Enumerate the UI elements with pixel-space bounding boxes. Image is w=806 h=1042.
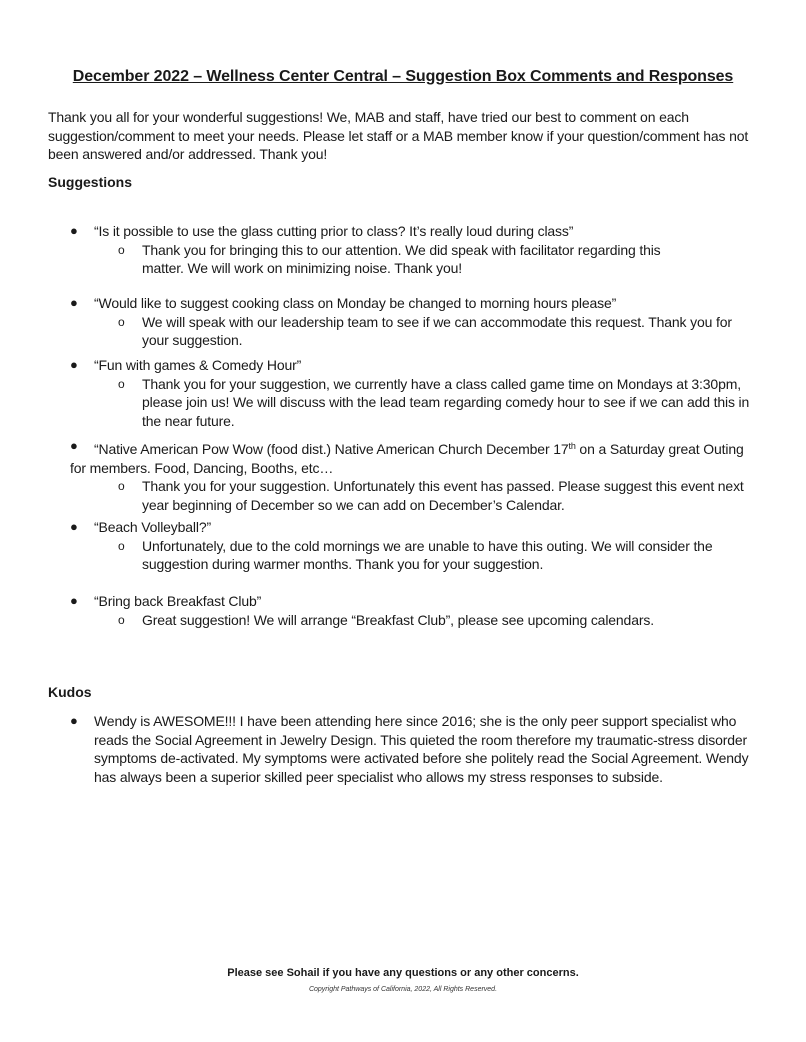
suggestion-quote: “Beach Volleyball?”	[94, 519, 211, 535]
suggestion-quote: “Bring back Breakfast Club”	[94, 593, 262, 609]
sub-bullet-icon: o	[118, 376, 125, 391]
response-text: Unfortunately, due to the cold mornings we are unable to have this outing. We will consider the suggestion during warmer months. Thank you for your suggestion.	[142, 537, 713, 572]
bullet-icon: ●	[70, 519, 78, 534]
bullet-icon: ●	[70, 357, 78, 372]
suggestions-heading: Suggestions	[48, 174, 133, 190]
sub-bullet-icon: o	[118, 242, 125, 257]
suggestion-item	[70, 437, 760, 514]
sub-bullet-icon: o	[118, 314, 125, 329]
response-text: Thank you for your suggestion. Unfortunately this event has passed. Please suggest this event next year beginning of December so we can add on December’s Calendar.	[142, 478, 744, 513]
suggestion-item	[70, 356, 760, 430]
sub-bullet-icon: o	[118, 612, 125, 627]
suggestion-response	[118, 477, 760, 514]
suggestion-quote: “Native American Pow Wow (food dist.) Native American Church December 17th on a Saturday great Outing for members. Food, Dancing, Booths, etc…	[70, 441, 744, 476]
response-text: We will speak with our leadership team to see if we can accommodate this request. Thank you for your suggestion.	[142, 313, 732, 348]
bullet-icon: ●	[70, 295, 78, 310]
response-text: Great suggestion! We will arrange “Breakfast Club”, please see upcoming calendars.	[142, 611, 654, 628]
suggestion-response	[118, 611, 760, 630]
suggestion-item	[70, 222, 760, 278]
page-title: December 2022 – Wellness Center Central – Suggestion Box Comments and Responses	[72, 68, 734, 85]
intro-paragraph: Thank you all for your wonderful suggestions! We, MAB and staff, have tried our best to comment on each suggestion/comment to meet your needs. Please let staff or a MAB member know if your question/comment has not been answered and/or addressed. Thank you!	[48, 109, 749, 162]
suggestion-item	[70, 518, 760, 574]
suggestion-response	[118, 375, 760, 431]
suggestion-response	[118, 537, 760, 574]
suggestion-item	[70, 294, 760, 350]
response-text: Thank you for bringing this to our attention. We did speak with facilitator regarding this matter. We will work on minimizing noise. Thank you!	[142, 241, 661, 276]
sub-bullet-icon: o	[118, 479, 125, 493]
suggestion-quote: “Would like to suggest cooking class on Monday be changed to morning hours please”	[94, 295, 617, 311]
suggestion-quote: “Is it possible to use the glass cutting prior to class? It’s really loud during class”	[94, 223, 574, 239]
suggestion-quote: “Fun with games & Comedy Hour”	[94, 357, 302, 373]
suggestion-response	[118, 241, 702, 278]
bullet-icon: ●	[70, 223, 78, 238]
kudos-text: Wendy is AWESOME!!! I have been attending here since 2016; she is the only peer support specialist who reads the Social Agreement in Jewelry Design. This quieted the room therefore my traumatic-stress disorder symptoms de-activated. My symptoms were activated before she politely read the Social Agreement. Wendy has always been a superior skilled peer specialist who allows my stress responses to subside.	[94, 713, 749, 785]
sub-bullet-icon: o	[118, 538, 125, 553]
response-text: Thank you for your suggestion, we currently have a class called game time on Mondays at 3:30pm, please join us! We will discuss with the lead team regarding comedy hour to see if we can add this in the near future.	[142, 375, 750, 429]
bullet-icon: ●	[70, 713, 78, 728]
bullet-icon: ●	[70, 438, 78, 453]
footer-note: Please see Sohail if you have any questions or any other concerns.	[227, 967, 579, 979]
suggestion-item	[70, 592, 760, 629]
suggestion-response	[118, 313, 760, 350]
kudos-heading: Kudos	[48, 684, 92, 700]
kudos-item	[70, 712, 760, 786]
bullet-icon: ●	[70, 593, 78, 608]
copyright-notice: Copyright Pathways of California, 2022, All Rights Reserved.	[308, 986, 498, 993]
